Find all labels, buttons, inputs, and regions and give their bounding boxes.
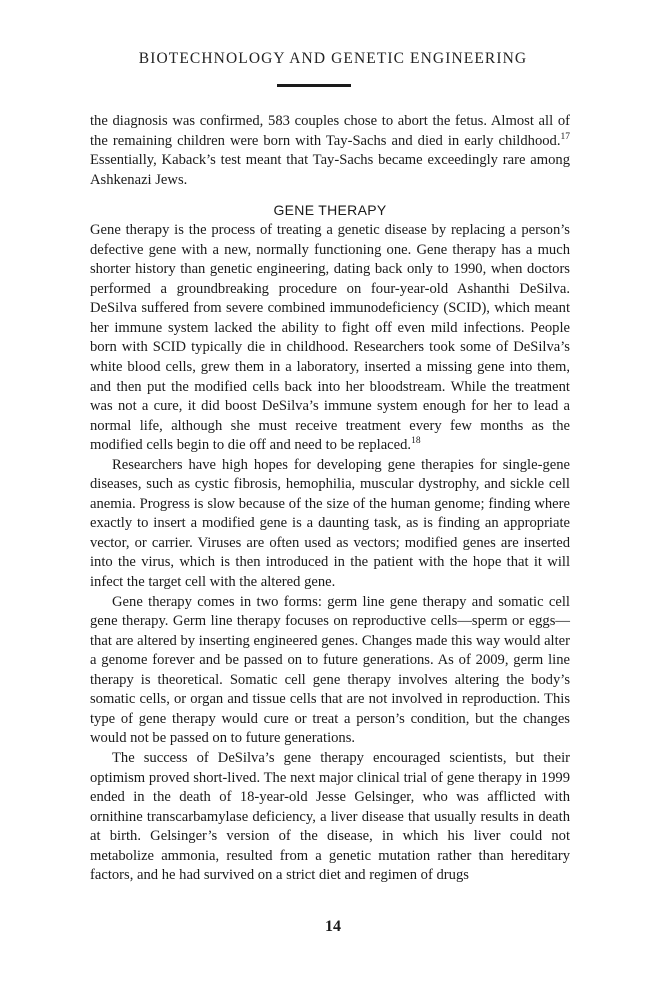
footnote-ref-18[interactable]: 18 [411, 436, 421, 447]
paragraph-section-opening [90, 221, 570, 456]
paragraph-5: The success of DeSilva’s gene therapy encouraged scientists, but their optimism proved short-lived. The next major clinical trial of gene therapy in 1999 ended in the death of 18-year-old Jesse Gelsinger, who was afflicted with ornithine transcarbamylase deficiency, a liver disease that usually results in death at birth. Gelsinger’s version of the disease, in which his liver could not metabolize ammonia, resulted from a genetic mutation rather than hereditary factors, and he had survived on a strict diet and regimen of drugs [90, 749, 570, 884]
section-heading: GENE THERAPY [273, 202, 387, 219]
body-text [90, 112, 570, 886]
paragraph-continuation [90, 112, 570, 190]
header-rule [277, 84, 351, 87]
paragraph-2-text: Gene therapy is the process of treating a genetic disease by replacing a person’s defective gene with a new, normally functioning one. Gene therapy has a much shorter history than genetic engineering, dating back only to 1990, when doctors performed a groundbreaking procedure on four-year-old Ashanthi DeSilva. DeSilva suffered from severe combined immunodeficiency (SCID), which meant her immune system lacked the ability to fight off even mild infections. People born with SCID typically die in childhood. Researchers took some of DeSilva’s white blood cells, grew them in a laboratory, inserted a missing gene into them, and then put the modified cells back into her bloodstream. While the treatment was not a cure, it did boost DeSilva’s immune system enough for her to lead a normal life, although she must receive treatment every few months as the modified cells begin to die off and need to be replaced. [90, 222, 570, 454]
footnote-ref-17[interactable]: 17 [560, 131, 570, 142]
running-header: BIOTECHNOLOGY AND GENETIC ENGINEERING [138, 50, 528, 67]
paragraph-3: Researchers have high hopes for developing gene therapies for single-gene diseases, such as cystic fibrosis, hemophilia, muscular dystrophy, and sickle cell anemia. Progress is slow because of the size of the human genome; finding where exactly to insert a modified gene is a daunting task, as is finding an appropriate vector, or carrier. Viruses are often used as vectors; modified genes are inserted into the virus, which is then introduced in the patient with the hope that it will infect the target cell with the altered gene. [90, 456, 570, 591]
paragraph-4: Gene therapy comes in two forms: germ line gene therapy and somatic cell gene therapy. Germ line therapy focuses on reproductive cells—sperm or eggs—that are altered by inserting engineered genes. Changes made this way would alter a genome forever and be passed on to future generations. As of 2009, germ line therapy is theoretical. Somatic cell gene therapy involves altering the body’s somatic cells, or organ and tissue cells that are not involved in reproduction. This type of gene therapy would cure or treat a person’s condition, but the changes would not be passed on to future generations. [90, 593, 570, 747]
paragraph-1-text-after: Essentially, Kaback’s test meant that Tay-Sachs became exceedingly rare among Ashkenazi Jews. [90, 152, 570, 188]
paragraph-1-text: the diagnosis was confirmed, 583 couples chose to abort the fetus. Almost all of the remaining children were born with Tay-Sachs and died in early childhood. [90, 113, 570, 149]
page-number: 14 [325, 918, 341, 935]
